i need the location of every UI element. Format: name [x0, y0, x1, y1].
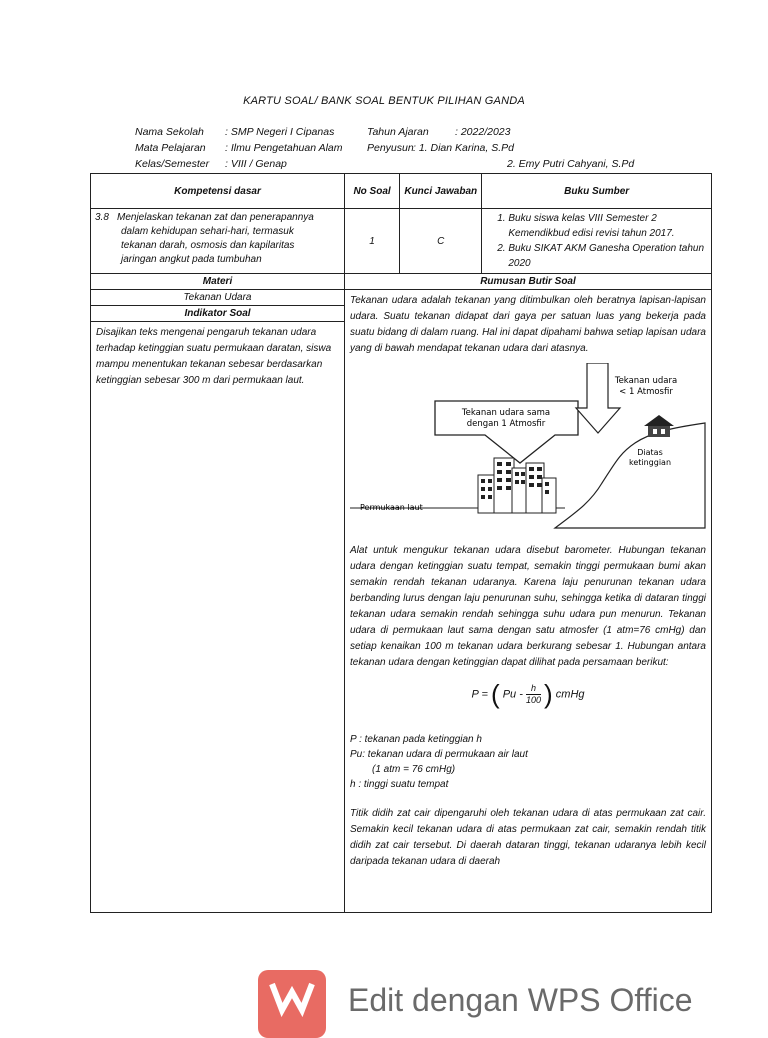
definition-h: h : tinggi suatu tempat: [350, 779, 449, 790]
kunci-value: C: [400, 209, 482, 274]
header-meta: [135, 126, 735, 174]
definition-pu: Pu: tekanan udara di permukaan air laut: [350, 749, 528, 760]
penyusun-2: 2. Emy Putri Cahyani, S.Pd: [507, 158, 635, 170]
label-sama-2: dengan 1 Atmosfir: [466, 419, 546, 429]
soal-table: [90, 173, 712, 913]
rumusan-header: Rumusan Butir Soal: [345, 274, 711, 290]
header-buku: Buku Sumber: [482, 174, 712, 209]
materi-header: Materi: [91, 274, 344, 290]
mapel-label: Mata Pelajaran: [135, 142, 206, 154]
arrow-kurang-atm: [576, 363, 620, 433]
kd-line-2: dalam kehidupan sehari-hari, termasuk: [121, 226, 294, 237]
buildings-icon: [478, 458, 556, 513]
kd-number: 3.8: [95, 212, 109, 223]
formula-left: P =: [471, 688, 488, 701]
buku-sumber-cell: [482, 209, 712, 274]
label-kurang-2: < 1 Atmosfir: [619, 387, 673, 397]
formula-numerator: h: [530, 683, 536, 693]
formula-fraction: [526, 683, 541, 706]
rumusan-paragraph-2: Alat untuk mengukur tekanan udara disebut barometer. Hubungan tekanan udara dengan ketinggian suatu tempat, semakin tinggi permukaan bumi akan semakin rendah tekanan udaranya. Karena laju penurunan tekanan udara berbanding lurus dengan laju penurunan suhu, sehingga ketika di dataran tinggi tekanan udara semakin rendah sehingga suhu udara pun menurun. Tekanan udara di permukaan laut sama dengan satu atmosfer (1 atm=76 cmHg) dan setiap kenaikan 100 m tekanan udara berkurang sebesar 1. Hubungan antara tekanan udara dengan ketinggian dapat dilihat pada persamaan berikut:: [350, 545, 706, 668]
buku-item-1: 1. Buku siswa kelas VIII Semester 2 Kemendikbud edisi revisi tahun 2017.: [508, 211, 707, 241]
formula-denominator: 100: [525, 695, 541, 705]
house-icon: [644, 415, 674, 437]
mountain-slope: [555, 423, 705, 528]
indikator-header: Indikator Soal: [91, 306, 344, 322]
sekolah-label: Nama Sekolah: [135, 126, 204, 138]
label-sama-1: Tekanan udara sama: [461, 408, 551, 418]
wps-edit-text: Edit dengan WPS Office: [348, 982, 693, 1018]
tekanan-udara-illustration: [350, 363, 706, 533]
label-diatas-1: Diatas: [637, 448, 663, 457]
penyusun-label: Penyusun: [367, 142, 414, 154]
wps-logo-icon: [258, 970, 326, 1038]
kelas-label: Kelas/Semester: [135, 158, 210, 170]
formula-unit: cmHg: [555, 688, 585, 701]
formula-pu: Pu -: [502, 688, 523, 701]
right-column: [345, 274, 712, 913]
pressure-formula: P = ( Pu - $\frac{h}{100}$ ) cmHg: [471, 679, 585, 709]
kompetensi-dasar-cell: [91, 209, 345, 274]
tahun-value: : 2022/2023: [455, 126, 511, 138]
kd-line-3: tekanan darah, osmosis dan kapilaritas: [121, 240, 295, 251]
rumusan-paragraph-1: Tekanan udara adalah tekanan yang ditimbulkan oleh beratnya lapisan-lapisan udara. Suatu tekanan didapat dari gaya per satuan luas yang bekerja pada suatu bidang di dalam ruang. Hal ini dapat dipahami bahwa setiap lapisan udara yang di bawah mendapat tekanan udara dari atasnya.: [350, 295, 706, 354]
definition-p: P : tekanan pada ketinggian h: [350, 734, 482, 745]
kd-line-1: Menjelaskan tekanan zat dan penerapannya: [117, 212, 314, 223]
penyusun-value: : 1. Dian Karina, S.Pd: [413, 142, 514, 154]
page-title: KARTU SOAL/ BANK SOAL BENTUK PILIHAN GANDA: [243, 95, 525, 107]
left-column: [91, 274, 345, 913]
indikator-text: Disajikan teks mengenai pengaruh tekanan udara terhadap ketinggian suatu permukaan daratan, siswa mampu menentukan tekanan sebesar berdasarkan ketinggian sebesar 300 m dari permukaan laut.: [96, 327, 332, 386]
header-no-soal: No Soal: [345, 174, 400, 209]
kd-line-4: jaringan angkut pada tumbuhan: [121, 254, 262, 265]
materi-value: Tekanan Udara: [91, 290, 344, 306]
label-kurang-1: Tekanan udara: [614, 376, 678, 386]
sekolah-value: : SMP Negeri I Cipanas: [225, 126, 335, 138]
buku-item-2: 2. Buku SIKAT AKM Ganesha Operation tahun 2020: [508, 241, 707, 271]
no-soal-value: 1: [345, 209, 400, 274]
header-kunci: Kunci Jawaban: [400, 174, 482, 209]
label-permukaan-laut: Permukaan laut: [360, 503, 423, 512]
label-diatas-2: ketinggian: [628, 458, 672, 467]
definition-atm: (1 atm = 76 cmHg): [372, 764, 456, 775]
wps-watermark[interactable]: [258, 970, 728, 1024]
header-kompetensi: Kompetensi dasar: [91, 174, 345, 209]
kelas-value: : VIII / Genap: [225, 158, 287, 170]
rumusan-paragraph-3: Titik didih zat cair dipengaruhi oleh tekanan udara di atas permukaan zat cair. Semakin kecil tekanan udara di atas permukaan zat cair, semakin rendah titik didih zat cair tersebut. Di daerah dataran tinggi, tekanan udaranya lebih kecil daripada tekanan udara di daerah: [350, 808, 706, 867]
mapel-value: : Ilmu Pengetahuan Alam: [225, 142, 343, 154]
tahun-label: Tahun Ajaran: [367, 126, 429, 138]
